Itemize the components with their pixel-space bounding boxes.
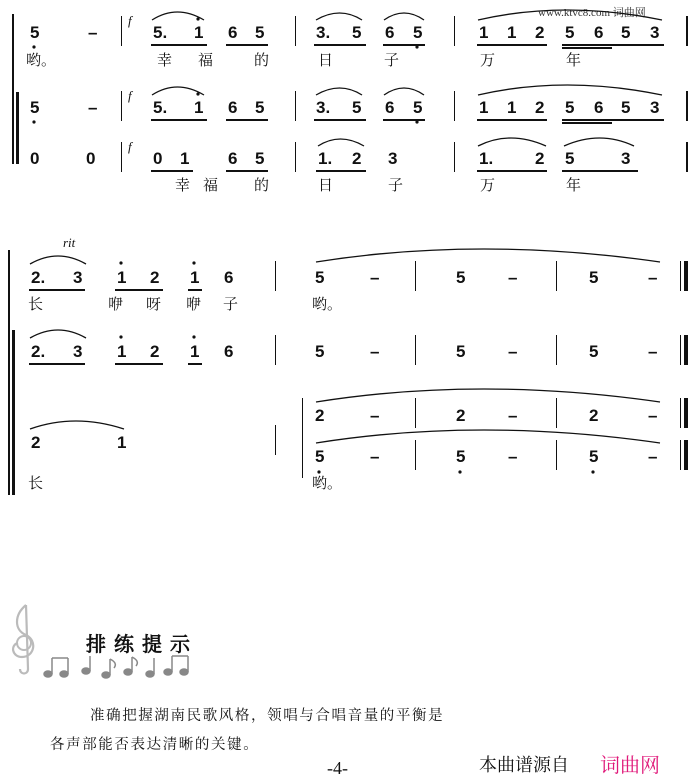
lyric: 哟。 — [312, 295, 343, 313]
beam — [29, 363, 85, 365]
note: 2 — [589, 406, 599, 425]
note-dash: – — [88, 98, 98, 117]
beam — [314, 44, 366, 46]
note: 5. — [153, 23, 168, 42]
note: 5 — [565, 149, 575, 168]
note: 3. — [316, 23, 331, 42]
note: 5 — [589, 447, 599, 466]
system-2-bracket — [12, 330, 15, 495]
note: 6 — [385, 23, 395, 42]
beam — [477, 119, 547, 121]
note: 5 — [30, 98, 40, 117]
note: 1. — [318, 149, 333, 168]
lyric: 哟。 — [312, 474, 343, 492]
note: 5 — [456, 447, 466, 466]
system-1-left-bar — [12, 14, 14, 164]
beam — [314, 119, 366, 121]
bar-line — [454, 91, 455, 121]
bar-line — [454, 16, 455, 46]
note: 5 — [456, 342, 466, 361]
bar-line — [275, 261, 276, 291]
bar-line — [556, 261, 557, 291]
note: 6 — [594, 98, 604, 117]
note: 5 — [565, 98, 575, 117]
note: 2. — [31, 268, 46, 287]
note-dash: – — [370, 268, 380, 287]
source-label: 本曲谱源自 — [479, 755, 569, 776]
note: 2 — [31, 433, 41, 452]
note: 5 — [255, 23, 265, 42]
beam — [226, 170, 268, 172]
note: 5 — [589, 342, 599, 361]
lyric: 长 — [28, 295, 44, 313]
lyric: 的 — [254, 176, 270, 194]
beam — [477, 44, 547, 46]
note: 1 — [194, 23, 204, 42]
note: 5 — [456, 268, 466, 287]
lyric: 呀 — [146, 295, 162, 313]
note: 6 — [594, 23, 604, 42]
beam — [115, 289, 163, 291]
bar-line — [415, 261, 416, 291]
note: 1 — [117, 342, 127, 361]
watermark: www.ktvc8.com 词曲网 — [538, 7, 646, 19]
note: 3 — [650, 23, 660, 42]
beam — [383, 119, 425, 121]
note: 2 — [535, 23, 545, 42]
note: 2. — [31, 342, 46, 361]
lyric: 日 — [318, 176, 334, 194]
note: 6 — [224, 342, 234, 361]
note: 2 — [315, 406, 325, 425]
bar-line — [415, 398, 416, 428]
beam — [29, 289, 85, 291]
bar-line — [556, 398, 557, 428]
bar-line — [686, 16, 688, 46]
beam — [226, 119, 268, 121]
note: 1 — [507, 23, 517, 42]
note-dash: – — [370, 406, 380, 425]
note: 3 — [73, 268, 83, 287]
lyric: 咿 — [186, 295, 202, 313]
dynamic-mark: f — [128, 13, 132, 28]
beam — [188, 363, 202, 365]
note: 3 — [650, 98, 660, 117]
lyric: 咿 — [108, 295, 124, 313]
lyric: 哟。 — [26, 51, 57, 69]
note: 3 — [621, 149, 631, 168]
lyric: 年 — [566, 176, 582, 194]
bar-line — [275, 425, 276, 455]
note: 1 — [507, 98, 517, 117]
note: 5 — [315, 447, 325, 466]
tips-line-1: 准确把握湖南民歌风格，领唱与合唱音量的平衡是 — [90, 708, 445, 724]
note-dash: – — [508, 447, 518, 466]
note: 5 — [413, 98, 423, 117]
dynamic-mark: f — [128, 139, 132, 154]
final-bar-line — [684, 440, 688, 470]
note: 5 — [30, 23, 40, 42]
note: 1 — [117, 433, 127, 452]
note: 3. — [316, 98, 331, 117]
lyric: 万 — [480, 51, 496, 69]
beam — [151, 119, 207, 121]
final-bar-line — [680, 440, 681, 470]
note: 5 — [352, 98, 362, 117]
note-dash: – — [88, 23, 98, 42]
bar-line — [275, 335, 276, 365]
bar-line — [121, 91, 122, 121]
lyric: 幸 — [157, 51, 173, 69]
music-notes-icon — [40, 654, 190, 680]
voice-bracket — [302, 398, 303, 478]
note: 3 — [388, 149, 398, 168]
note: 6 — [224, 268, 234, 287]
lyric: 子 — [384, 51, 400, 69]
final-bar-line — [684, 261, 688, 291]
note: 1. — [479, 149, 494, 168]
bar-line — [121, 142, 122, 172]
treble-clef-icon — [4, 595, 44, 675]
bar-line — [556, 335, 557, 365]
tips-line-2: 各声部能否表达清晰的关键。 — [50, 737, 260, 753]
note: 0 — [153, 149, 163, 168]
note: 0 — [86, 149, 96, 168]
tips-title: 排练提示 — [86, 632, 198, 656]
system-2-left-bar — [8, 250, 10, 495]
note: 6 — [385, 98, 395, 117]
note: 5 — [315, 268, 325, 287]
note: 1 — [117, 268, 127, 287]
lyric: 万 — [480, 176, 496, 194]
tempo-mark: rit — [63, 235, 76, 250]
note: 2 — [535, 149, 545, 168]
beam — [316, 170, 366, 172]
beam — [562, 47, 612, 49]
note-dash: – — [370, 342, 380, 361]
lyric: 的 — [254, 51, 270, 69]
note: 5. — [153, 98, 168, 117]
note: 1 — [194, 98, 204, 117]
bar-line — [454, 142, 455, 172]
lyric: 福 — [198, 51, 214, 69]
note: 5 — [565, 23, 575, 42]
final-bar-line — [680, 335, 681, 365]
beam — [562, 122, 612, 124]
bar-line — [295, 91, 296, 121]
note: 5 — [315, 342, 325, 361]
beam — [151, 170, 193, 172]
note-dash: – — [508, 268, 518, 287]
note: 5 — [352, 23, 362, 42]
note: 5 — [413, 23, 423, 42]
beam — [477, 170, 547, 172]
note: 1 — [190, 342, 200, 361]
final-bar-line — [684, 398, 688, 428]
lyric: 日 — [318, 51, 334, 69]
note: 1 — [479, 23, 489, 42]
note: 2 — [150, 342, 160, 361]
note-dash: – — [648, 342, 658, 361]
lyric: 子 — [223, 295, 239, 313]
note: 2 — [456, 406, 466, 425]
bar-line — [415, 440, 416, 470]
note-dash: – — [648, 406, 658, 425]
lyric: 福 — [203, 176, 219, 194]
lyric: 幸 — [175, 176, 191, 194]
bar-line — [295, 142, 296, 172]
note-dash: – — [370, 447, 380, 466]
dynamic-mark: f — [128, 88, 132, 103]
final-bar-line — [680, 398, 681, 428]
beam — [151, 44, 207, 46]
beam — [562, 170, 638, 172]
page-number: -4- — [327, 758, 348, 778]
lyric: 年 — [566, 51, 582, 69]
note: 3 — [73, 342, 83, 361]
bar-line — [121, 16, 122, 46]
note: 5 — [589, 268, 599, 287]
beam — [226, 44, 268, 46]
system-1-bracket — [16, 92, 19, 164]
note-dash: – — [508, 342, 518, 361]
beam — [562, 44, 664, 46]
note: 6 — [228, 98, 238, 117]
final-bar-line — [684, 335, 688, 365]
beam — [188, 289, 202, 291]
note: 5 — [621, 23, 631, 42]
lyric: 子 — [388, 176, 404, 194]
beam — [115, 363, 163, 365]
note-dash: – — [508, 406, 518, 425]
note: 5 — [255, 149, 265, 168]
beam — [562, 119, 664, 121]
source-site-link[interactable]: 词曲网 — [600, 753, 660, 777]
note: 2 — [352, 149, 362, 168]
note-dash: – — [648, 268, 658, 287]
note: 2 — [150, 268, 160, 287]
note: 5 — [621, 98, 631, 117]
bar-line — [686, 91, 688, 121]
note: 6 — [228, 23, 238, 42]
beam — [383, 44, 425, 46]
note: 2 — [535, 98, 545, 117]
note: 6 — [228, 149, 238, 168]
note-dash: – — [648, 447, 658, 466]
note: 1 — [190, 268, 200, 287]
lyric: 长 — [28, 474, 44, 492]
note: 0 — [30, 149, 40, 168]
note: 5 — [255, 98, 265, 117]
bar-line — [686, 142, 688, 172]
final-bar-line — [680, 261, 681, 291]
bar-line — [295, 16, 296, 46]
note: 1 — [180, 149, 190, 168]
bar-line — [556, 440, 557, 470]
bar-line — [415, 335, 416, 365]
note: 1 — [479, 98, 489, 117]
